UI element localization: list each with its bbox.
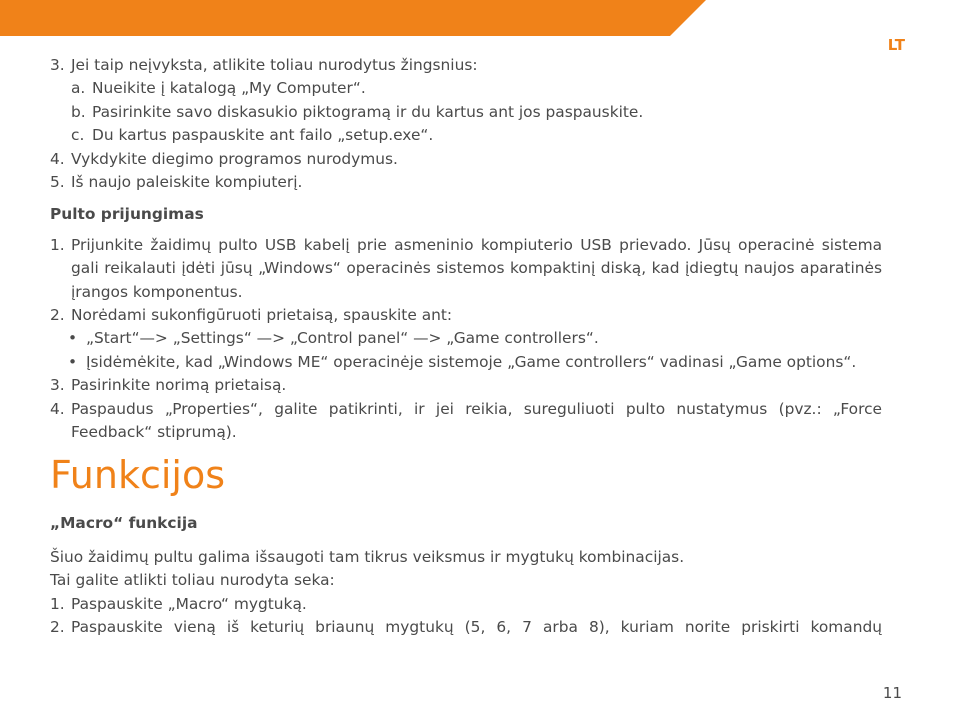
list-item: b. Pasirinkite savo diskasukio piktogramą ir du kartus ant jos paspauskite. — [71, 102, 644, 121]
paragraph: Tai galite atlikti toliau nurodyta seka: — [50, 571, 335, 590]
list-item: c. Du kartus paspauskite ant failo „setup.exe“. — [71, 126, 434, 145]
language-label: LT — [887, 36, 905, 54]
bullet-item: • „Start“—> „Settings“ —> „Control panel“ —> „Game controllers“. — [68, 329, 599, 348]
list-item: 3. Pasirinkite norimą prietaisą. — [50, 376, 287, 395]
list-item: 2. Paspauskite vieną iš keturių briaunų mygtukų (5, 6, 7 arba 8), kuriam norite priskirti komandų — [50, 618, 882, 637]
section-heading: Pulto prijungimas — [50, 205, 204, 224]
page-content — [50, 54, 882, 640]
page-number: 11 — [882, 684, 902, 702]
page-title: Funkcijos — [50, 452, 226, 497]
list-item: 3. Jei taip neįvyksta, atlikite toliau nurodytus žingsnius: — [50, 56, 478, 74]
list-item: 1. Prijunkite žaidimų pulto USB kabelį prie asmeninio kompiuterio USB prievado. Jūsų operacinė sistema gali reikalauti įdėti jūsų „Windows“ operacinės sistemos kompaktinį diską, kad įdiegtų naujos aparatinės įrangos komponentus. — [50, 235, 882, 301]
list-item: 4. Vykdykite diegimo programos nurodymus. — [50, 149, 398, 168]
bullet-item: • Įsidėmėkite, kad „Windows ME“ operacinėje sistemoje „Game controllers“ vadinasi „Game options“. — [68, 352, 857, 371]
list-item: a. Nueikite į katalogą „My Computer“. — [71, 79, 366, 98]
list-item: 5. Iš naujo paleiskite kompiuterį. — [50, 173, 303, 192]
section-heading: „Macro“ funkcija — [50, 513, 198, 532]
list-item: 2. Norėdami sukonfigūruoti prietaisą, spauskite ant: — [50, 306, 453, 325]
paragraph: Šiuo žaidimų pultu galima išsaugoti tam tikrus veiksmus ir mygtukų kombinacijas. — [50, 547, 685, 566]
list-item: 4. Paspaudus „Properties“, galite patikrinti, ir jei reikia, sureguliuoti pulto nustatymus (pvz.: „Force Feedback“ stiprumą). — [50, 399, 882, 442]
header-band — [0, 0, 954, 36]
list-item: 1. Paspauskite „Macro“ mygtuką. — [50, 594, 307, 613]
